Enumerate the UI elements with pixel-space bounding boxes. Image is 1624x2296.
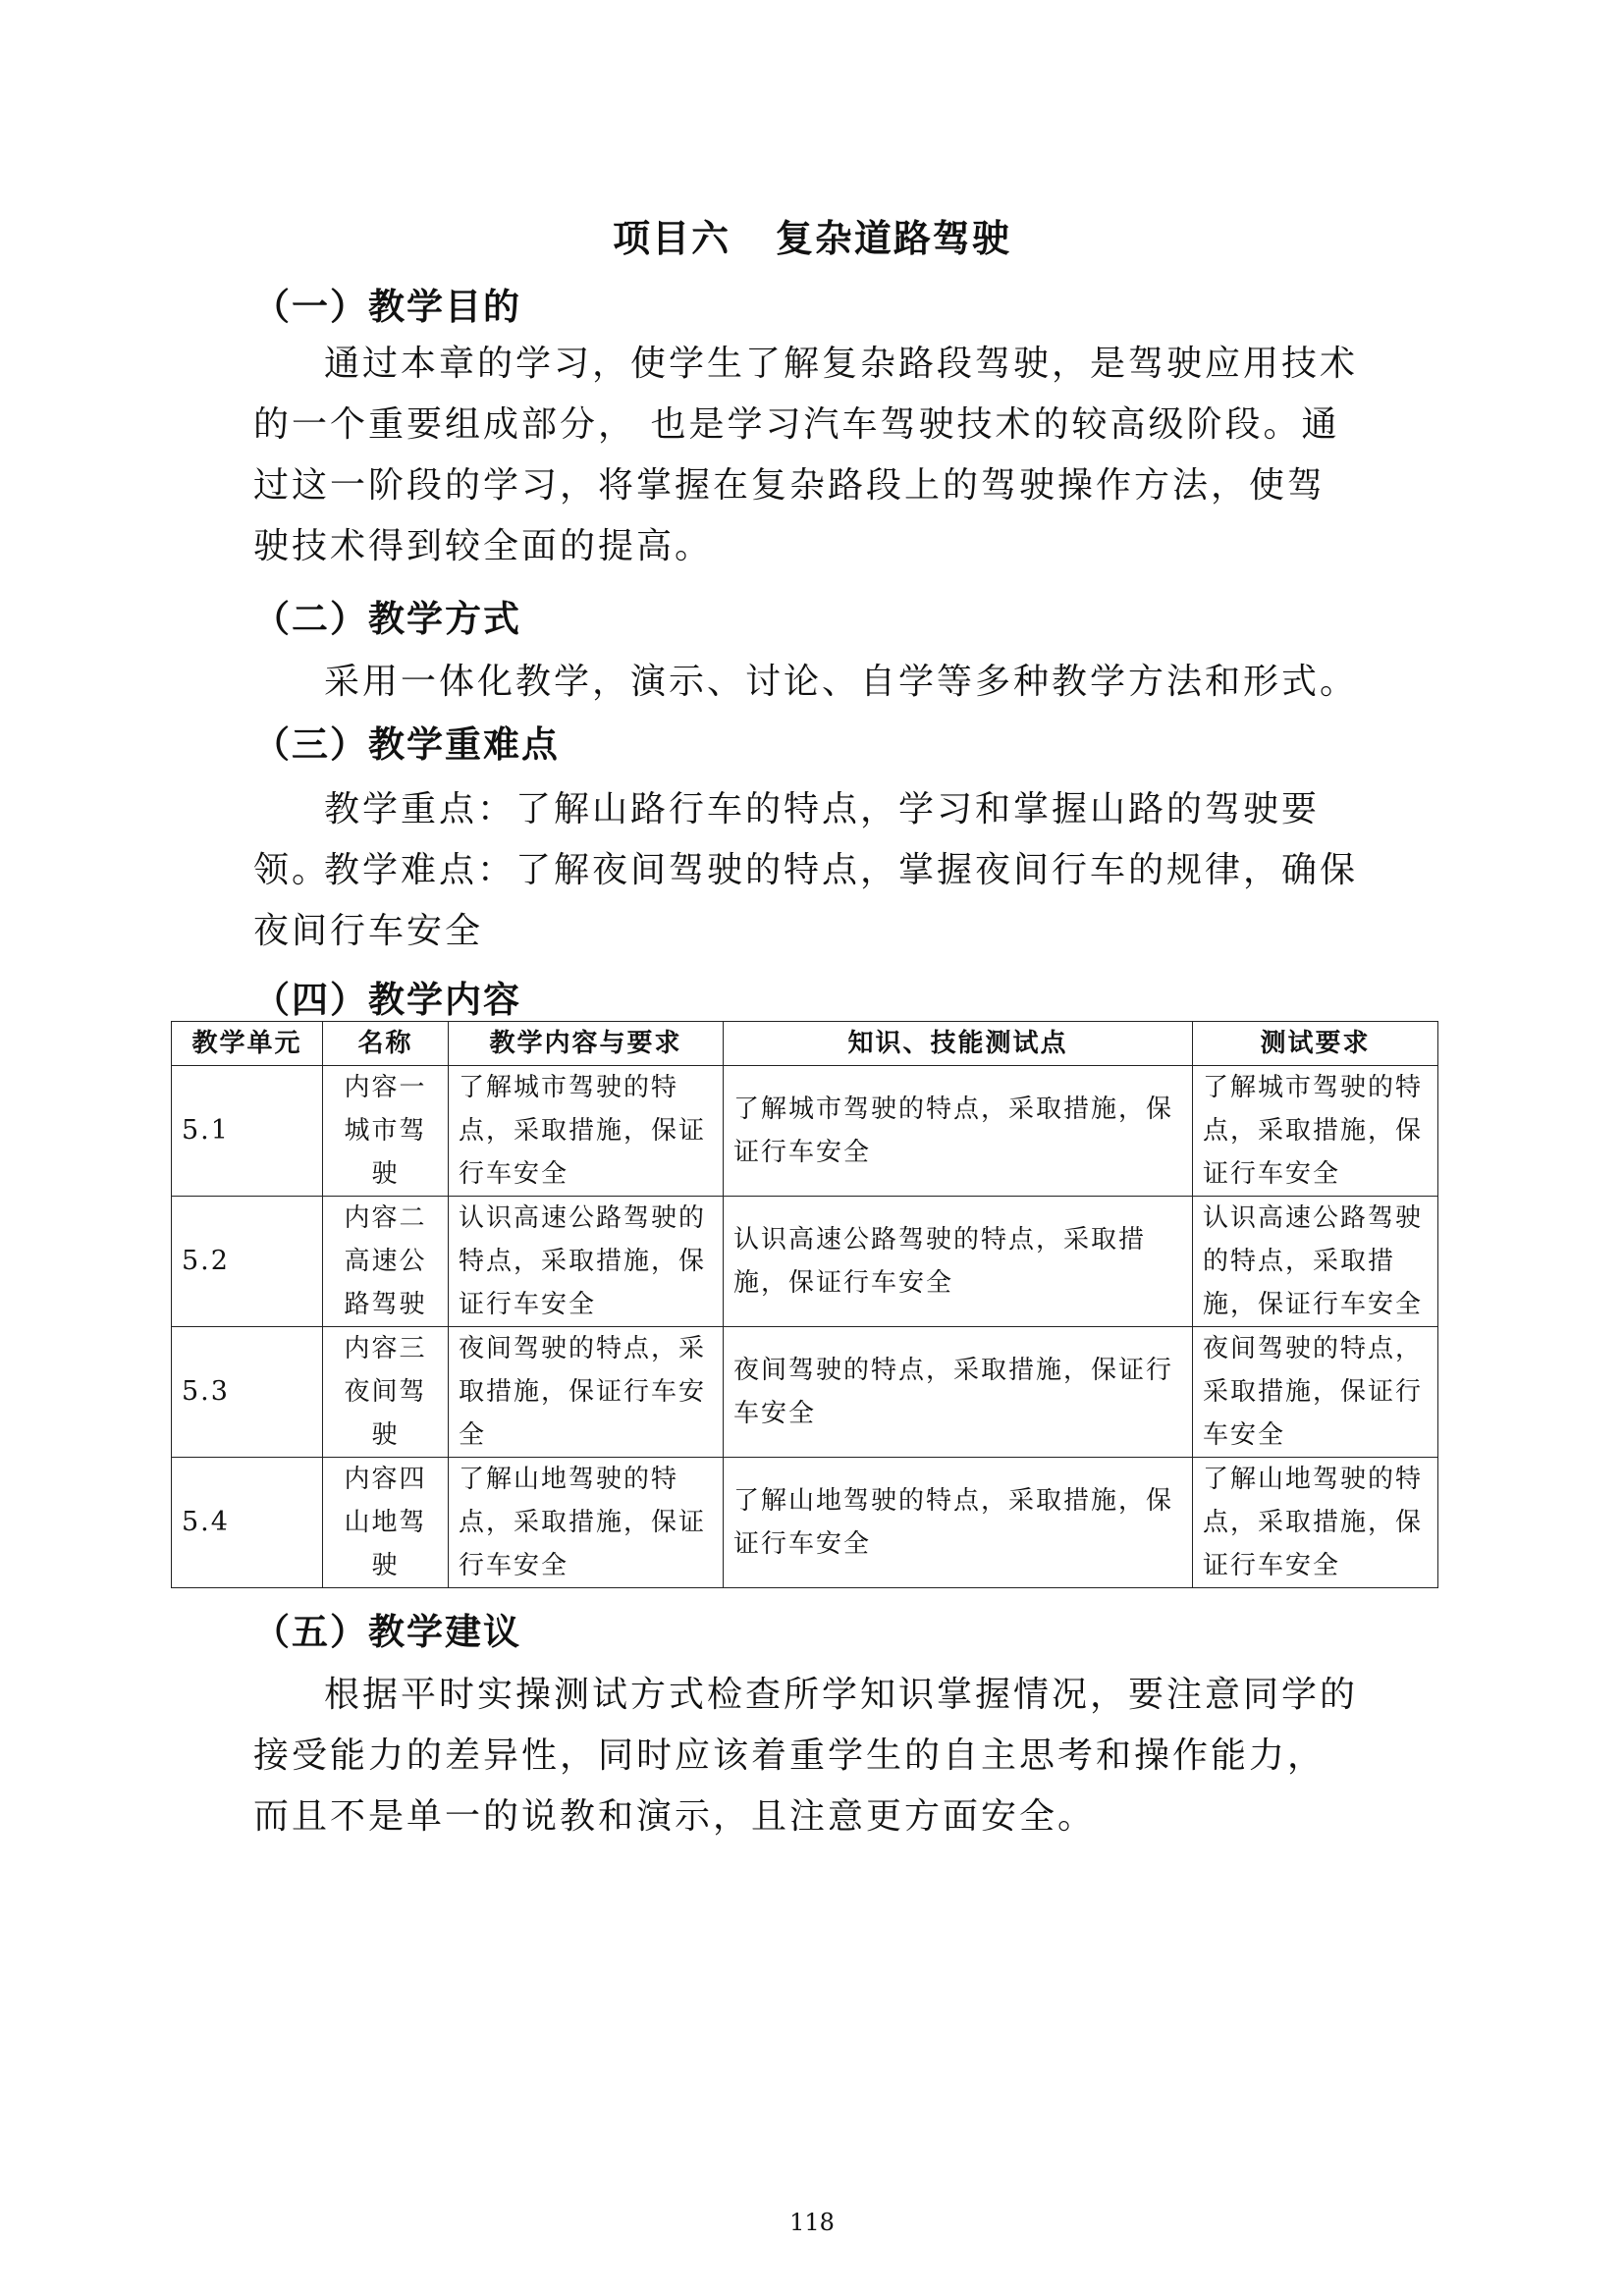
focus-text: 教学重点：了解山路行车的特点，学习和掌握山路的驾驶要领。 [253,789,1321,890]
table-row [172,1327,1438,1458]
table-row [172,1458,1438,1588]
section-heading-advice: （五）教学建议 [253,1611,521,1653]
test-point-cell: 认识高速公路驾驶的特点，采取措施，保证行车安全 [724,1197,1193,1327]
section-heading-method: （二）教学方式 [253,598,521,640]
unit-cell: 5.3 [172,1327,323,1458]
method-paragraph [253,652,1363,713]
purpose-text: 通过本章的学习，使学生了解复杂路段驾驶，是驾驶应用技术的一个重要组成部分， 也是学习汽车驾驶技术的较高级阶段。通过这一阶段的学习，将掌握在复杂路段上的驾驶操作方法，使驾驶技术得到较全面的提高。 [253,344,1359,566]
name-cell: 内容一城市驾驶 [323,1066,449,1197]
test-point-cell: 了解城市驾驶的特点，采取措施，保证行车安全 [724,1066,1193,1197]
content-table [171,1021,1438,1588]
unit-cell: 5.2 [172,1197,323,1327]
page-title: 项目六 复杂道路驾驶 [613,217,1011,260]
difficulty-paragraph [253,840,1363,962]
test-requirement-cell: 认识高速公路驾驶的特点，采取措施，保证行车安全 [1193,1197,1438,1327]
section-heading-key-points: （三）教学重难点 [253,723,560,766]
name-cell: 内容三夜间驾驶 [323,1327,449,1458]
method-text: 采用一体化教学，演示、讨论、自学等多种教学方法和形式。 [324,662,1359,702]
table-header-cell: 测试要求 [1193,1022,1438,1066]
requirement-cell: 认识高速公路驾驶的特点，采取措施，保证行车安全 [449,1197,724,1327]
section-heading-purpose: （一）教学目的 [253,286,521,328]
table-row [172,1197,1438,1327]
unit-cell: 5.4 [172,1458,323,1588]
table-header-cell: 教学内容与要求 [449,1022,724,1066]
test-point-cell: 夜间驾驶的特点，采取措施，保证行车安全 [724,1327,1193,1458]
test-requirement-cell: 了解城市驾驶的特点，采取措施，保证行车安全 [1193,1066,1438,1197]
table-header-row [172,1022,1438,1066]
requirement-cell: 了解山地驾驶的特点，采取措施，保证行车安全 [449,1458,724,1588]
table-header-cell: 名称 [323,1022,449,1066]
page-number: 118 [789,2209,835,2236]
requirement-cell: 夜间驾驶的特点，采取措施，保证行车安全 [449,1327,724,1458]
test-requirement-cell: 了解山地驾驶的特点，采取措施，保证行车安全 [1193,1458,1438,1588]
advice-paragraph [253,1665,1363,1847]
difficulty-text: 教学难点：了解夜间驾驶的特点，掌握夜间行车的规律，确保夜间行车安全 [253,850,1359,951]
test-requirement-cell: 夜间驾驶的特点，采取措施，保证行车安全 [1193,1327,1438,1458]
purpose-paragraph [253,334,1363,577]
requirement-cell: 了解城市驾驶的特点，采取措施，保证行车安全 [449,1066,724,1197]
table-row [172,1066,1438,1197]
table-header-cell: 教学单元 [172,1022,323,1066]
name-cell: 内容四山地驾驶 [323,1458,449,1588]
table-header-cell: 知识、技能测试点 [724,1022,1193,1066]
test-point-cell: 了解山地驾驶的特点，采取措施，保证行车安全 [724,1458,1193,1588]
name-cell: 内容二高速公路驾驶 [323,1197,449,1327]
section-heading-content: （四）教学内容 [253,979,521,1021]
advice-text: 根据平时实操测试方式检查所学知识掌握情况，要注意同学的接受能力的差异性，同时应该着重学生的自主思考和操作能力，而且不是单一的说教和演示，且注意更方面安全。 [253,1675,1359,1837]
unit-cell: 5.1 [172,1066,323,1197]
